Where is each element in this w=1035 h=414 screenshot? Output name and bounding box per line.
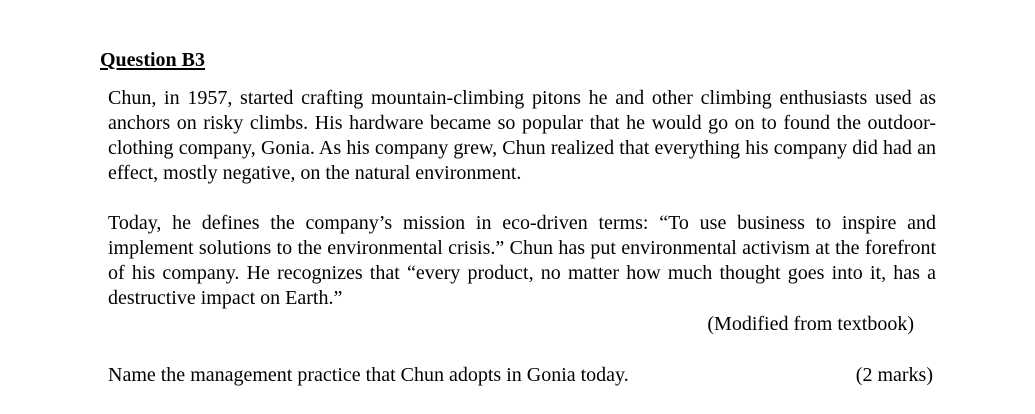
question-prompt-row	[108, 363, 933, 388]
source-note: (Modified from textbook)	[707, 313, 914, 335]
question-prompt: Name the management practice that Chun adopts in Gonia today.	[108, 364, 629, 386]
question-title: Question B3	[100, 49, 206, 71]
case-paragraph-1: Chun, in 1957, started crafting mountain-climbing pitons he and other climbing enthusiasts used as anchors on risky climbs. His hardware became so popular that he would go on to found the outdoor-clothing company, Gonia. As his company grew, Chun realized that everything his company did had an effect, mostly negative, on the natural environment.	[108, 87, 936, 184]
case-paragraph-2: Today, he defines the company’s mission in eco-driven terms: “To use business to inspire and implement solutions to the environmental crisis.” Chun has put environmental activism at the forefront of his company. He recognizes that “every product, no matter how much thought goes into it, has a destructive impact on Earth.”	[108, 212, 936, 309]
marks-label: (2 marks)	[855, 364, 933, 386]
